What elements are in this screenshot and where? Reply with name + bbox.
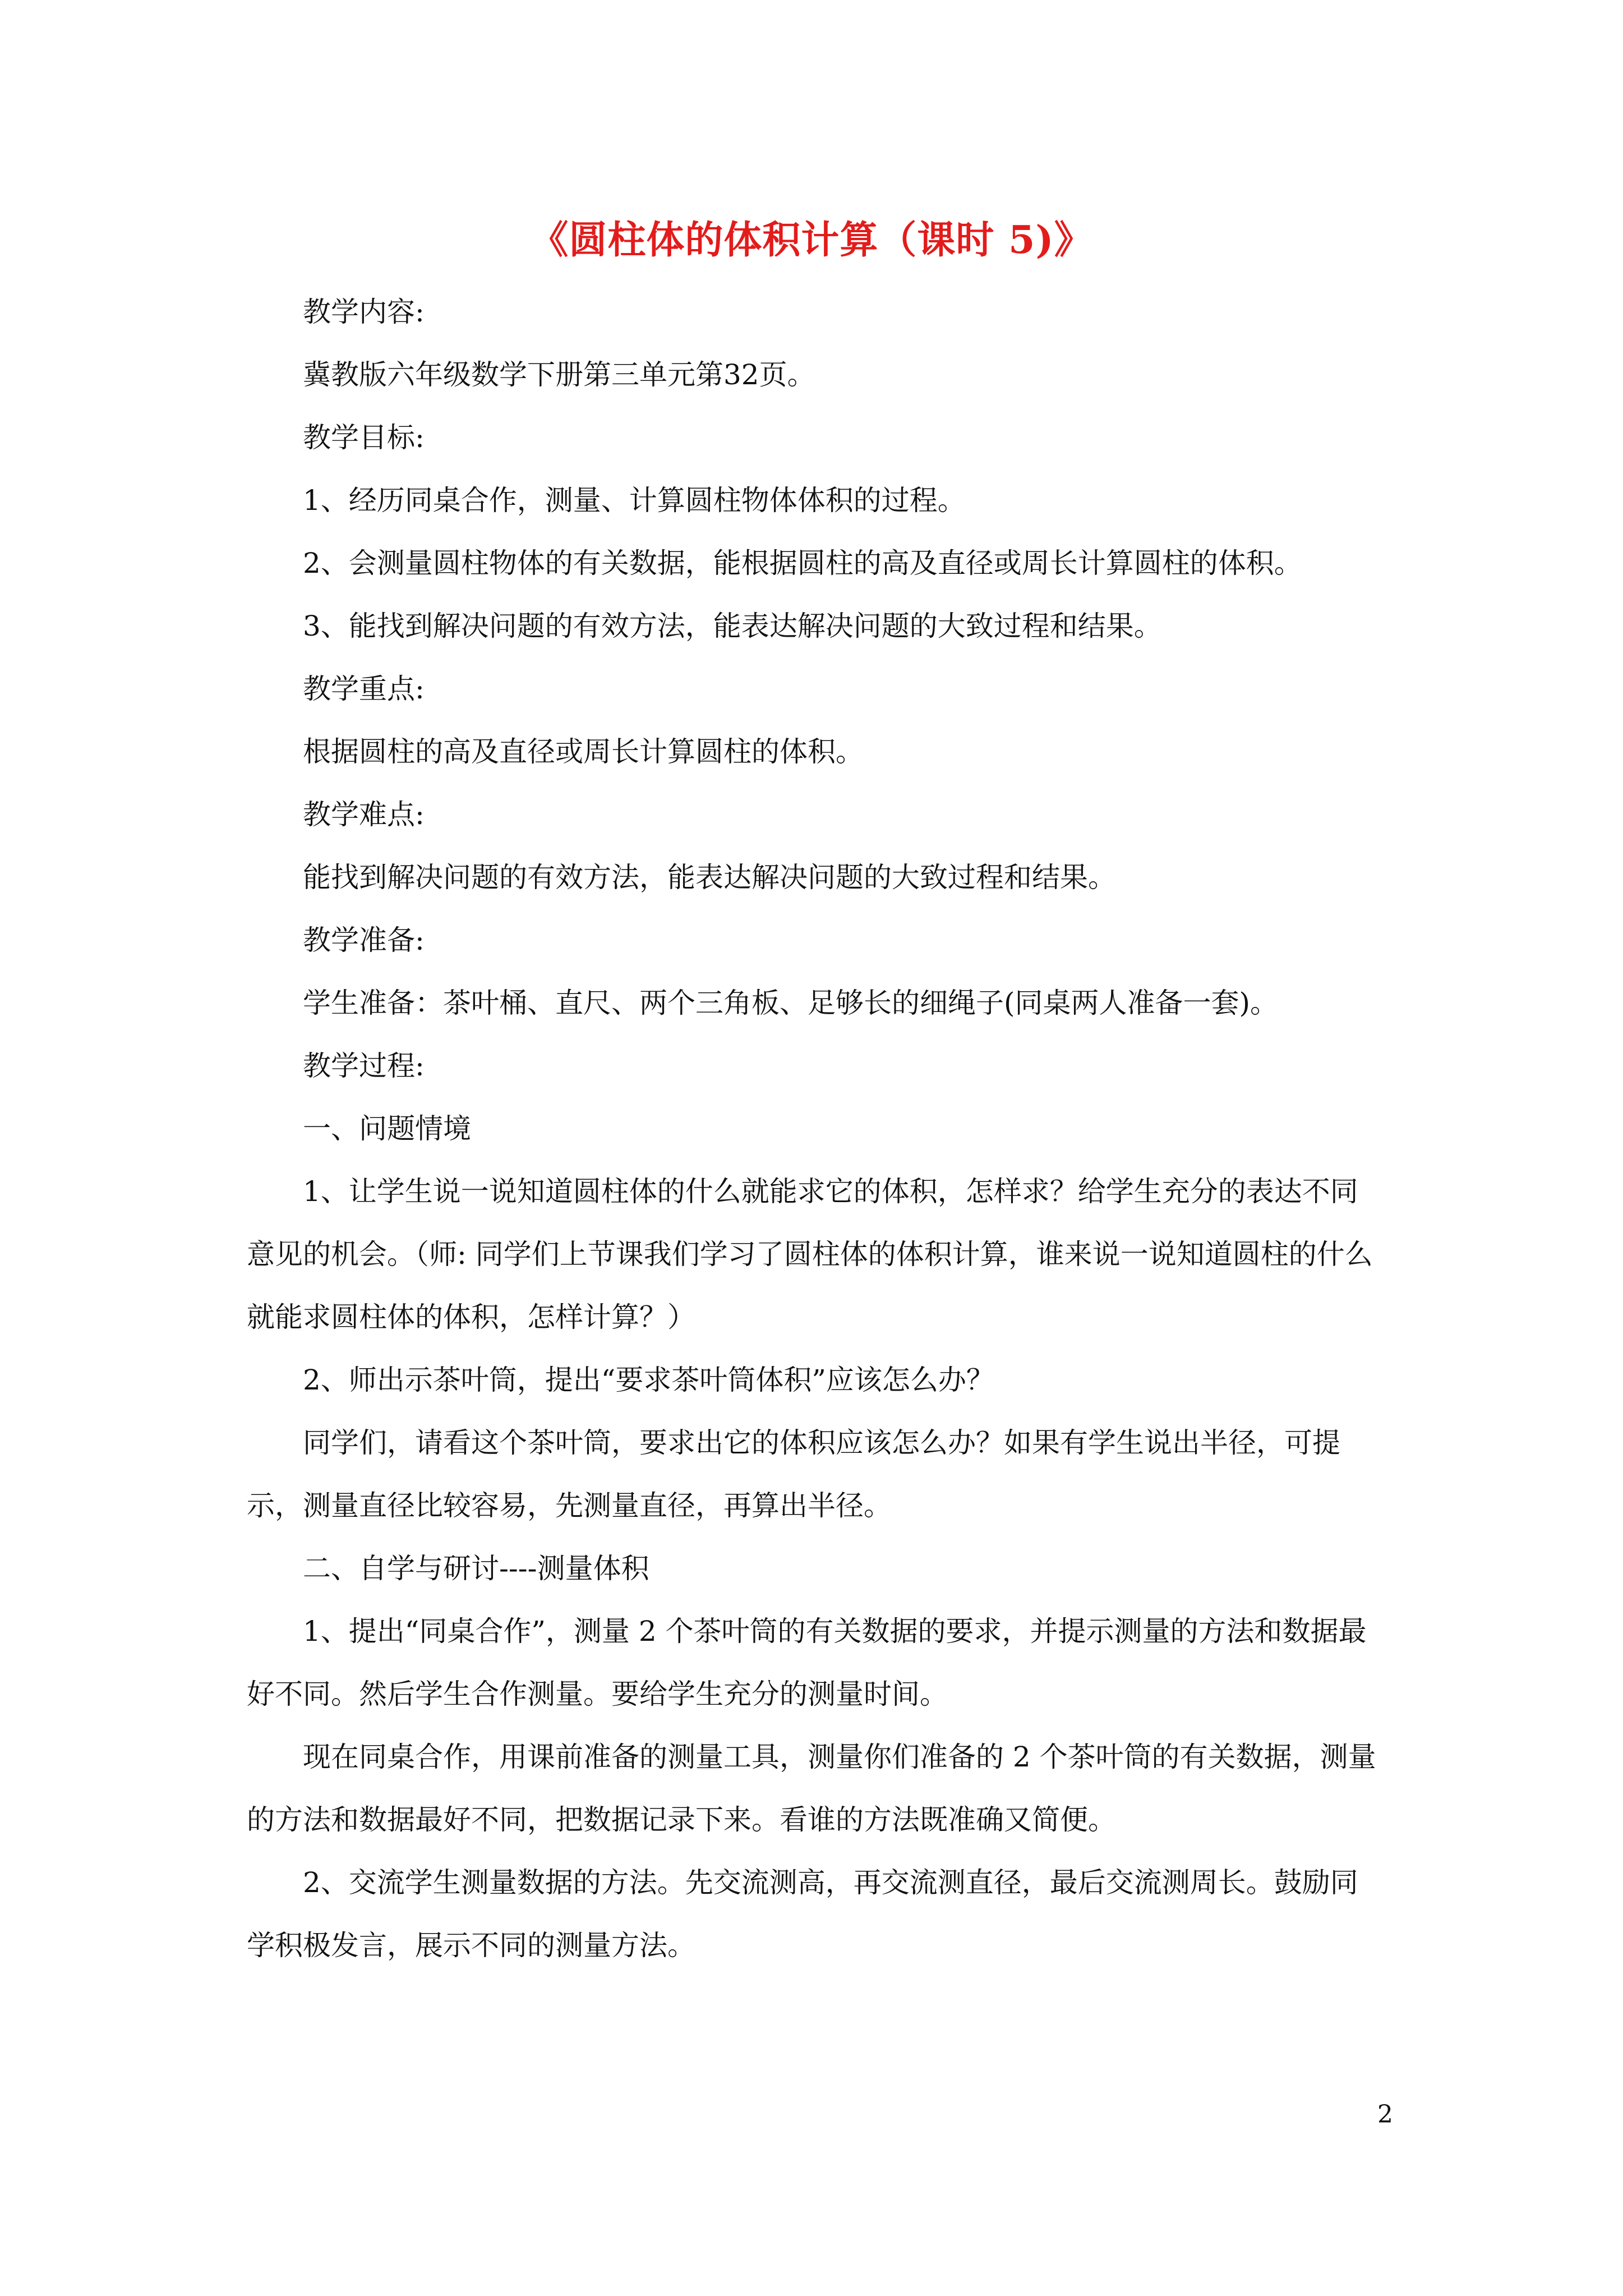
body-paragraph: 2、师出示茶叶筒，提出“要求茶叶筒体积”应该怎么办？	[303, 1364, 994, 1396]
page-number: 2	[1377, 2100, 1393, 2129]
body-paragraph: 一、问题情境	[303, 1112, 471, 1145]
body-paragraph: 能找到解决问题的有效方法，能表达解决问题的大致过程和结果。	[303, 861, 1116, 894]
body-paragraph: 教学过程:	[303, 1050, 425, 1082]
body-paragraph: 教学准备:	[303, 924, 425, 956]
body-paragraph: 教学内容:	[303, 296, 425, 328]
body-paragraph: 1、提出“同桌合作”，测量 2 个茶叶筒的有关数据的要求，并提示测量的方法和数据最好不同。然后学生合作测量。要给学生充分的测量时间。	[247, 1615, 1367, 1710]
body-paragraph: 2、交流学生测量数据的方法。先交流测高，再交流测直径，最后交流测周长。鼓励同学积极发言，展示不同的测量方法。	[247, 1866, 1358, 1962]
body-paragraph: 学生准备：茶叶桶、直尺、两个三角板、足够长的细绳子(同桌两人准备一套)。	[303, 987, 1279, 1019]
body-paragraph: 教学重点:	[303, 673, 425, 705]
document-title: 《圆柱体的体积计算（课时 5)》	[530, 218, 1093, 263]
body-paragraph: 3、能找到解决问题的有效方法，能表达解决问题的大致过程和结果。	[303, 610, 1162, 642]
body-paragraph: 1、经历同桌合作，测量、计算圆柱物体体积的过程。	[303, 484, 966, 517]
body-paragraph: 2、会测量圆柱物体的有关数据，能根据圆柱的高及直径或周长计算圆柱的体积。	[303, 547, 1302, 579]
document-body	[247, 280, 1385, 1977]
body-paragraph: 二、自学与研讨----测量体积	[303, 1552, 649, 1585]
body-paragraph: 根据圆柱的高及直径或周长计算圆柱的体积。	[303, 735, 864, 768]
body-paragraph: 冀教版六年级数学下册第三单元第32页。	[303, 358, 815, 391]
body-paragraph: 教学目标:	[303, 421, 425, 454]
body-paragraph: 同学们，请看这个茶叶筒，要求出它的体积应该怎么办？如果有学生说出半径，可提示，测量直径比较容易，先测量直径，再算出半径。	[247, 1427, 1340, 1522]
body-paragraph: 1、让学生说一说知道圆柱体的什么就能求它的体积，怎样求？给学生充分的表达不同意见的机会。（师: 同学们上节课我们学习了圆柱体的体积计算，谁来说一说知道圆柱的什么就能求圆柱体的体积，怎样计算？）	[247, 1175, 1373, 1333]
body-paragraph: 教学难点:	[303, 798, 425, 831]
body-paragraph: 现在同桌合作，用课前准备的测量工具，测量你们准备的 2 个茶叶筒的有关数据，测量的方法和数据最好不同，把数据记录下来。看谁的方法既准确又简便。	[247, 1741, 1376, 1836]
